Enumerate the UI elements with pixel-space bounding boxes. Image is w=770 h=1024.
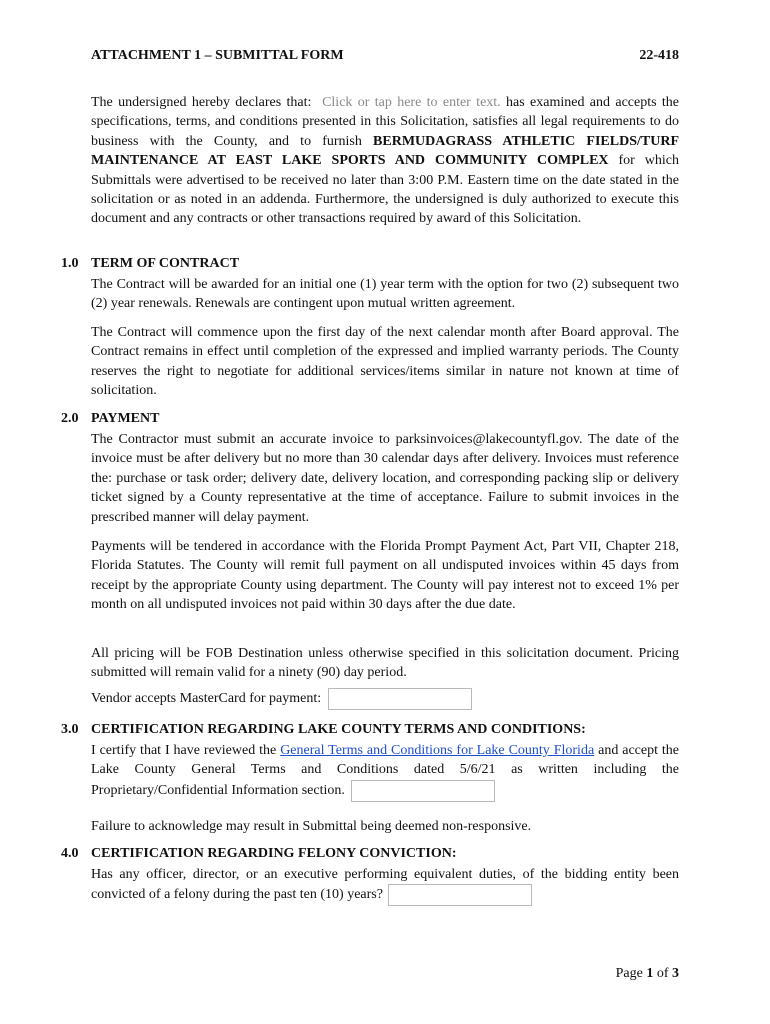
felony-question: Has any officer, director, or an executive performing equivalent duties, of the bidding entity been convicted of a felony during the past ten (10) years? xyxy=(91,867,679,903)
mastercard-row xyxy=(91,688,679,710)
of-label: of xyxy=(656,966,669,981)
solicitation-number: 22-418 xyxy=(639,48,679,63)
felony-answer-input[interactable] xyxy=(388,884,532,906)
section-2-title: PAYMENT xyxy=(91,411,160,426)
page-label: Page xyxy=(615,966,643,981)
project-title: BERMUDAGRASS ATHLETIC FIELDS/TURF MAINTENANCE AT EAST LAKE SPORTS AND COMMUNITY COMPLEX xyxy=(91,133,680,169)
section-3-heading xyxy=(61,722,679,738)
intro-paragraph xyxy=(91,93,679,229)
intro-lead: The undersigned hereby declares that: xyxy=(91,95,312,110)
general-terms-link[interactable]: General Terms and Conditions for Lake County Florida xyxy=(280,743,595,758)
page-footer xyxy=(616,966,679,982)
section-3-paragraph-2: Failure to acknowledge may result in Submittal being deemed non-responsive. xyxy=(91,819,532,834)
section-2-heading xyxy=(61,411,679,427)
section-3-number: 3.0 xyxy=(61,722,79,737)
page-total: 3 xyxy=(672,966,679,981)
section-1-paragraph-1: The Contract will be awarded for an initial one (1) year term with the option for two (2) subsequent two (2) year renewals. Renewals are contingent upon mutual written agreement. xyxy=(91,277,679,312)
mastercard-input[interactable] xyxy=(328,688,472,710)
company-name-input[interactable]: Click or tap here to enter text. xyxy=(322,95,501,110)
section-2-paragraph-3: All pricing will be FOB Destination unless otherwise specified in this solicitation document. Pricing submitted will remain valid for a ninety (90) day period. xyxy=(91,646,679,681)
section-4-number: 4.0 xyxy=(61,846,79,861)
section-1-title: TERM OF CONTRACT xyxy=(91,256,240,271)
intro-text-2: for which Submittals were advertised to be received no later than 3:00 P.M. Eastern time on the date stated in the solicitation or as noted in an addenda. Furthermore, the undersigned is duly authorized to execute this document and any contracts or other transactions required by award of this Solicitation. xyxy=(91,153,679,227)
section-3-text-post: and accept the Lake County General Terms and Conditions dated 5/6/21 as written including the Proprietary/Confidential Information section. xyxy=(91,743,680,799)
form-title: ATTACHMENT 1 – SUBMITTAL FORM xyxy=(91,48,344,63)
section-2-paragraph-2: Payments will be tendered in accordance with the Florida Prompt Payment Act, Part VII, Chapter 218, Florida Statutes. The County will remit full payment on all undisputed invoices within 45 days from receipt by the appropriate County using department. The County will pay interest not to exceed 1% per month on all undisputed invoices not paid within 30 days after the due date. xyxy=(91,539,679,613)
page-number: 1 xyxy=(646,966,654,981)
section-1-number: 1.0 xyxy=(61,256,79,271)
section-3-paragraph-1 xyxy=(91,741,679,802)
section-1-paragraph-2: The Contract will commence upon the first day of the next calendar month after Board approval. The Contract remains in effect until completion of the expressed and implied warranty periods. The County reserves the right to negotiate for additional services/items similar in nature not known at time of solicitation. xyxy=(91,325,679,399)
section-2-number: 2.0 xyxy=(61,411,79,426)
mastercard-label: Vendor accepts MasterCard for payment: xyxy=(91,691,322,707)
terms-acknowledge-input[interactable] xyxy=(351,780,495,802)
section-2-paragraph-1: The Contractor must submit an accurate invoice to parksinvoices@lakecountyfl.gov. The date of the invoice must be after delivery but no more than 30 calendar days after delivery. Invoices must reference the: purchase or task order; delivery date, delivery location, and corresponding packing slip or delivery ticket signed by a County representative at the time of acceptance. Failure to submit invoices in the prescribed manner will delay payment. xyxy=(91,432,679,525)
form-header xyxy=(91,48,679,64)
section-4-title: CERTIFICATION REGARDING FELONY CONVICTION: xyxy=(91,846,457,861)
section-3-text-pre: I certify that I have reviewed the xyxy=(91,743,281,758)
intro-text-1: has examined and accepts the specifications, terms, and conditions presented in this Solicitation, satisfies all legal requirements to do business with the County, and to furnish xyxy=(91,95,679,149)
section-3-title: CERTIFICATION REGARDING LAKE COUNTY TERMS AND CONDITIONS: xyxy=(91,722,586,737)
section-4-heading xyxy=(61,846,679,862)
section-4-paragraph-1 xyxy=(91,865,679,906)
section-1-heading xyxy=(61,256,679,272)
